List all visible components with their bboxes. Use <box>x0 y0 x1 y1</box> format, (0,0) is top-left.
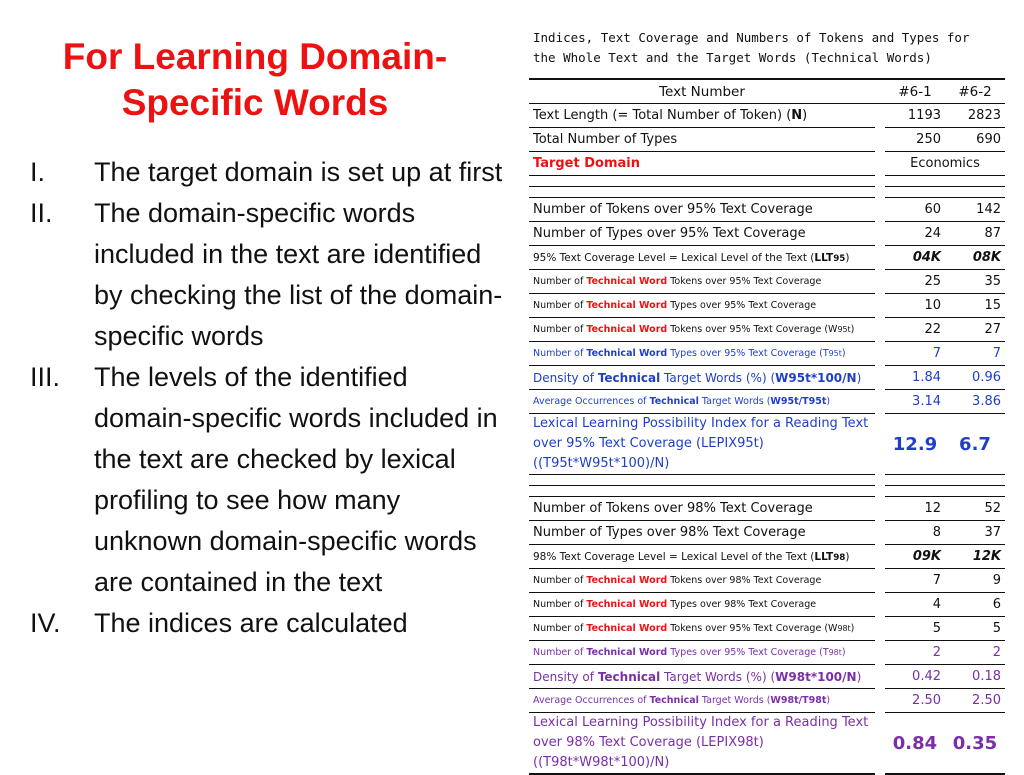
table-row <box>529 414 1005 475</box>
table-row <box>529 689 1005 713</box>
target-domain-label: Target Domain <box>529 152 875 176</box>
lepix98-label: Lexical Learning Possibility Index for a Reading Text over 98% Text Coverage (LEPIX98t) ((T98t*W98t*100)/N) <box>529 713 875 775</box>
table-cell: 1193 <box>885 104 945 128</box>
bullet-number: IV. <box>30 608 61 638</box>
slide-title <box>20 34 490 126</box>
table-cell: 5 <box>885 617 945 641</box>
table-row <box>529 497 1005 521</box>
table-cell: 0.96 <box>945 366 1005 390</box>
bullet-number: III. <box>30 362 61 392</box>
row-label: Density of Technical Target Words (%) (W95t*100/N) <box>529 366 875 390</box>
list-item <box>30 357 510 603</box>
row-label: Number of Technical Word Tokens over 95% Text Coverage (W95t) <box>529 318 875 342</box>
table-cell: 3.14 <box>885 390 945 414</box>
bullet-number: I. <box>30 157 46 187</box>
table-cell: 87 <box>945 222 1005 246</box>
table-cell: 04K <box>885 246 945 270</box>
table-cell: 4 <box>885 593 945 617</box>
bullet-text: The indices are calculated <box>94 608 408 638</box>
table-cell: 250 <box>885 128 945 152</box>
slide-title-line2: Specific Words <box>121 82 389 123</box>
table-row <box>529 128 1005 152</box>
table-cell: 2.50 <box>885 689 945 713</box>
table-row <box>529 390 1005 414</box>
bullet-text: The target domain is set up at first <box>94 157 503 187</box>
table-cell: 52 <box>945 497 1005 521</box>
row-label: Number of Tokens over 95% Text Coverage <box>529 198 875 222</box>
table-cell: 7 <box>885 569 945 593</box>
row-label: Number of Technical Word Types over 95% Text Coverage <box>529 294 875 318</box>
table-cell: 2 <box>945 641 1005 665</box>
table-row <box>529 246 1005 270</box>
row-label: Number of Technical Word Tokens over 95% Text Coverage <box>529 270 875 294</box>
table-cell: 27 <box>945 318 1005 342</box>
table-cell: 6 <box>945 593 1005 617</box>
table-cell: 24 <box>885 222 945 246</box>
table-header-row <box>529 79 1005 104</box>
table-cell: 09K <box>885 545 945 569</box>
table-cell: 9 <box>945 569 1005 593</box>
bullet-text: The levels of the identified domain-specific words included in the text are checked by lexical profiling to see how many unknown domain-specific words are contained in the text <box>94 362 498 597</box>
indices-table <box>529 78 1005 775</box>
lepix98-value-6-2: 0.35 <box>945 713 1005 775</box>
header-col-6-1: #6-1 <box>885 79 945 104</box>
table-row <box>529 641 1005 665</box>
row-label: Average Occurrences of Technical Target Words (W98t/T98t) <box>529 689 875 713</box>
table-cell: 7 <box>885 342 945 366</box>
table-row <box>529 198 1005 222</box>
table-row <box>529 521 1005 545</box>
table-cell: 0.18 <box>945 665 1005 689</box>
lepix95-value-6-2: 6.7 <box>945 414 1005 475</box>
table-row <box>529 569 1005 593</box>
bullet-text: The domain-specific words included in the text are identified by checking the list of the domain-specific words <box>94 198 503 351</box>
table-cell: 0.42 <box>885 665 945 689</box>
table-cell: 08K <box>945 246 1005 270</box>
header-col-6-2: #6-2 <box>945 79 1005 104</box>
row-label: Number of Technical Word Tokens over 98% Text Coverage <box>529 569 875 593</box>
table-cell: 7 <box>945 342 1005 366</box>
table-cell: 22 <box>885 318 945 342</box>
table-row <box>529 665 1005 689</box>
table-row <box>529 342 1005 366</box>
row-label: Average Occurrences of Technical Target Words (W95t/T95t) <box>529 390 875 414</box>
table-caption <box>533 28 1013 68</box>
table-cell: 5 <box>945 617 1005 641</box>
list-item <box>30 152 510 193</box>
bullet-number: II. <box>30 198 53 228</box>
row-label: Number of Technical Word Types over 98% Text Coverage <box>529 593 875 617</box>
table-row <box>529 104 1005 128</box>
table-cell: 2823 <box>945 104 1005 128</box>
lepix95-value-6-1: 12.9 <box>885 414 945 475</box>
bullet-list <box>30 152 510 644</box>
table-cell: 35 <box>945 270 1005 294</box>
row-label: Number of Types over 98% Text Coverage <box>529 521 875 545</box>
slide-title-line1: For Learning Domain- <box>62 36 448 77</box>
row-label: Number of Technical Word Tokens over 95% Text Coverage (W98t) <box>529 617 875 641</box>
lepix98-value-6-1: 0.84 <box>885 713 945 775</box>
target-domain-value: Economics <box>885 152 1005 176</box>
table-cell: 10 <box>885 294 945 318</box>
table-cell: 690 <box>945 128 1005 152</box>
table-row <box>529 617 1005 641</box>
header-text-number: Text Number <box>529 79 875 104</box>
lepix95-label: Lexical Learning Possibility Index for a Reading Text over 95% Text Coverage (LEPIX95t) ((T95t*W95t*100)/N) <box>529 414 875 475</box>
table-row <box>529 713 1005 775</box>
table-cell: 12K <box>945 545 1005 569</box>
text-length-label: Text Length (= Total Number of Token) (N) <box>529 104 875 128</box>
row-label: 95% Text Coverage Level = Lexical Level of the Text (LLT95) <box>529 246 875 270</box>
table-row <box>529 152 1005 176</box>
table-cell: 12 <box>885 497 945 521</box>
row-label: Number of Technical Word Types over 95% Text Coverage (T98t) <box>529 641 875 665</box>
table-cell: 60 <box>885 198 945 222</box>
table-cell: 8 <box>885 521 945 545</box>
row-label: Density of Technical Target Words (%) (W98t*100/N) <box>529 665 875 689</box>
caption-line2: the Whole Text and the Target Words (Technical Words) <box>533 50 932 65</box>
table-cell: 1.84 <box>885 366 945 390</box>
list-item <box>30 193 510 357</box>
table-cell: 2 <box>885 641 945 665</box>
table-cell: 2.50 <box>945 689 1005 713</box>
table-cell: 37 <box>945 521 1005 545</box>
table-row <box>529 222 1005 246</box>
list-item <box>30 603 510 644</box>
row-label: Number of Tokens over 98% Text Coverage <box>529 497 875 521</box>
table-cell: 142 <box>945 198 1005 222</box>
row-label: 98% Text Coverage Level = Lexical Level of the Text (LLT98) <box>529 545 875 569</box>
table-cell: 25 <box>885 270 945 294</box>
table-row <box>529 270 1005 294</box>
row-label: Number of Technical Word Types over 95% Text Coverage (T95t) <box>529 342 875 366</box>
table-row <box>529 318 1005 342</box>
table-row <box>529 545 1005 569</box>
table-cell: 15 <box>945 294 1005 318</box>
table-row <box>529 366 1005 390</box>
caption-line1: Indices, Text Coverage and Numbers of Tokens and Types for <box>533 30 970 45</box>
total-types-label: Total Number of Types <box>529 128 875 152</box>
table-row <box>529 294 1005 318</box>
table-row <box>529 593 1005 617</box>
row-label: Number of Types over 95% Text Coverage <box>529 222 875 246</box>
table-cell: 3.86 <box>945 390 1005 414</box>
